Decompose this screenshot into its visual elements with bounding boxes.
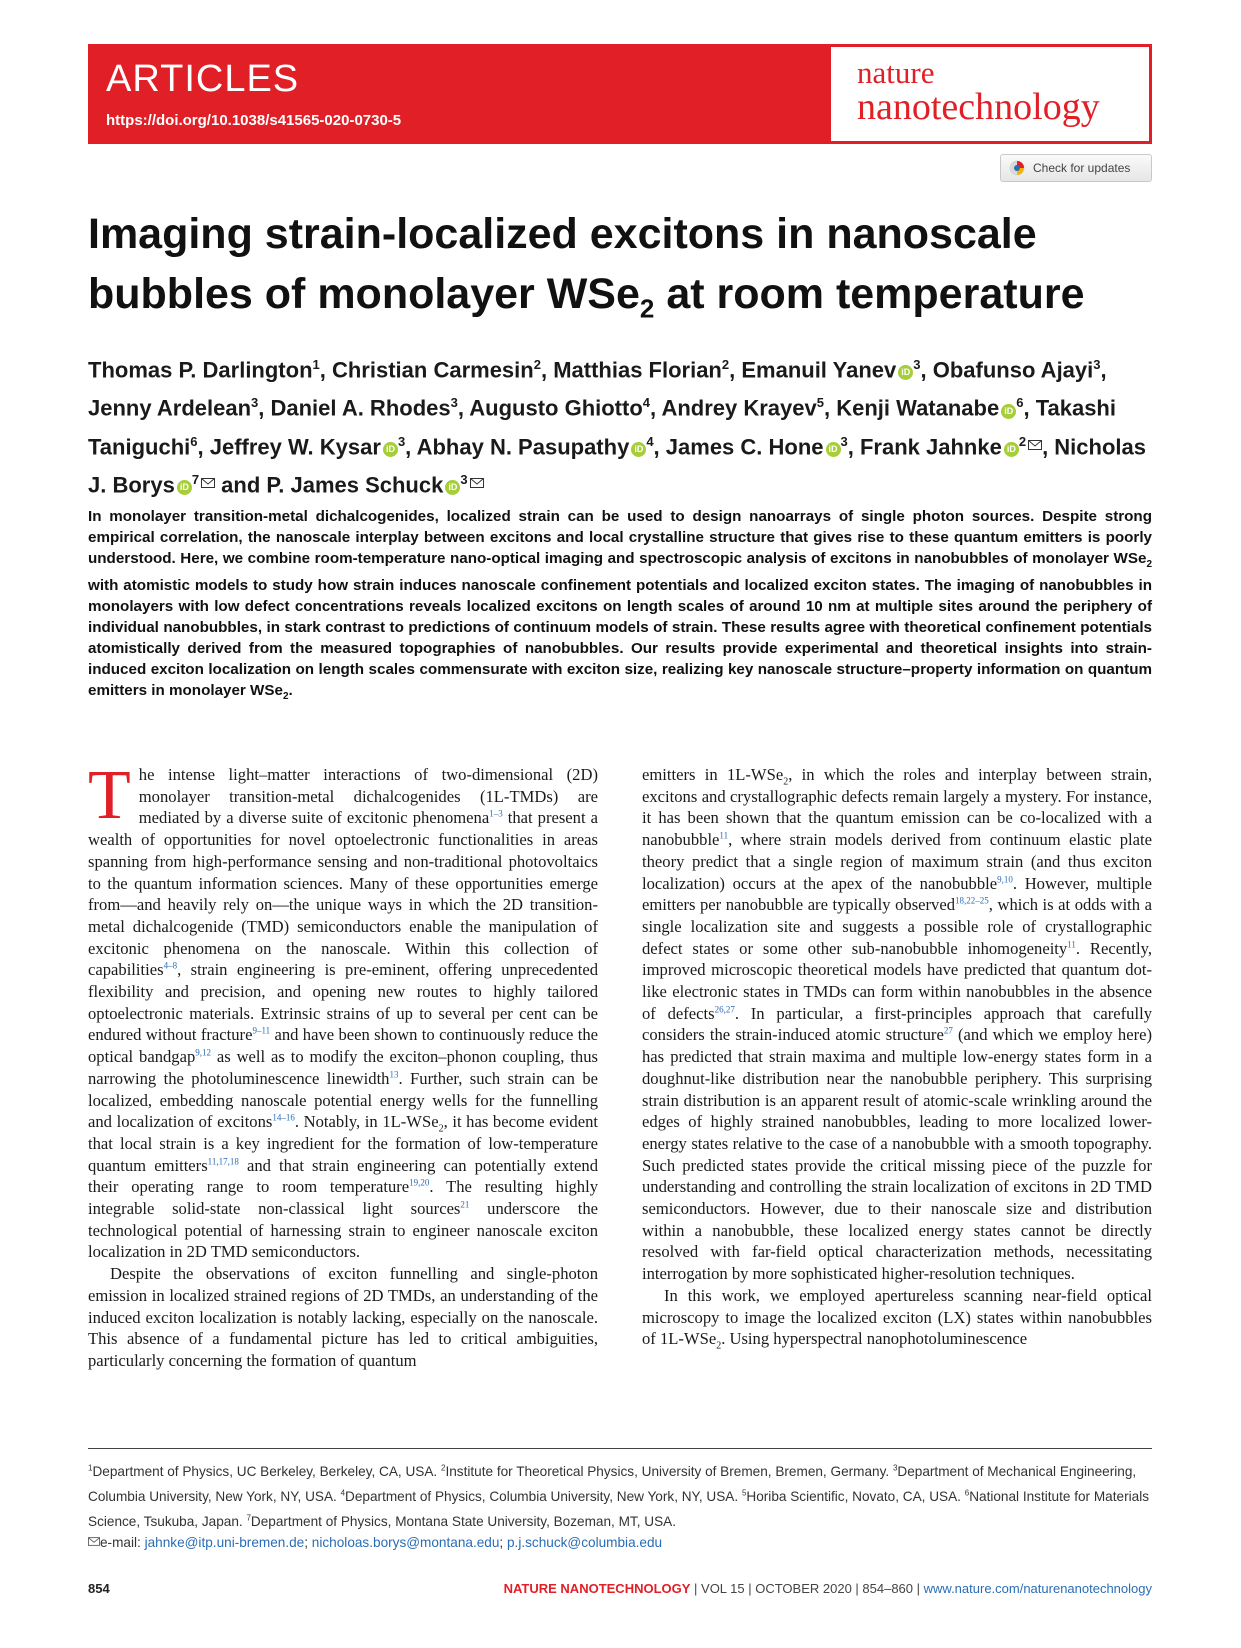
- citation-ref[interactable]: 11: [719, 830, 729, 841]
- author-name[interactable]: P. James Schuck: [266, 472, 444, 498]
- citation-ref[interactable]: 9–11: [252, 1025, 271, 1036]
- envelope-icon: [88, 1537, 100, 1546]
- journal-footer: [504, 1581, 1152, 1596]
- header-banner: [88, 44, 1152, 144]
- author-name[interactable]: Thomas P. Darlington: [88, 357, 313, 383]
- affiliation-ref: 3: [397, 433, 406, 449]
- affiliation-ref: 4: [646, 433, 654, 449]
- affiliation-ref: 2: [721, 357, 730, 372]
- journal-name-line2: nanotechnology: [857, 86, 1100, 128]
- section-label: ARTICLES: [106, 58, 300, 100]
- envelope-icon[interactable]: [201, 478, 215, 488]
- author-name[interactable]: Kenji Watanabe: [836, 395, 1000, 421]
- orcid-icon[interactable]: iD: [826, 442, 841, 457]
- citation-ref[interactable]: 18,22–25: [955, 895, 989, 906]
- check-updates-icon: [1009, 160, 1025, 176]
- affiliation-ref: 3: [450, 395, 458, 411]
- body-paragraph: Despite the observations of exciton funnelling and single-photon emission in localized strained regions of 2D TMDs, an understanding of the induced exciton localization is notably lacking, especially on the nanoscale. This absence of a fundamental picture has led to critical ambiguities, particularly concerning the formation of quantum: [88, 1264, 598, 1370]
- body-paragraph: emitters in 1L-WSe$_2$, in which the roles and interplay between strain, excitons and crystallographic defects remain largely a mystery. For instance, it has been shown that the quantum emission can be co-localized with a nanobubble$^{11}$, where strain models derived from continuum elastic plate theory predict that a single region of maximum strain (and thus exciton localization) occurs at the apex of the nanobubble$^{9,10}$. However, multiple emitters per nanobubble are typically observed$^{18,22-25}$, which is at odds with a single localization site and suggests a possible role of crystallographic defect states or some other sub-nanobubble inhomogeneity$^{11}$. Recently, improved microscopic theoretical models have predicted that quantum dot-like electronic states in TMDs can form within nanobubbles in the absence of defects$^{26,27}$. In particular, a first-principles approach that carefully considers the strain-induced atomic structure$^{27}$ (and which we employ here) has predicted that strain maxima and multiple low-energy states form in a doughnut-like distribution near the nanobubble periphery. This surprising strain distribution is an apparent result of atomic-scale wrinkling around the edges of highly strained nanobubbles, leading to more localized lower-energy states relative to the case of a nanobubble with a smooth topography. Such predicted states provide the critical missing piece of the puzzle for understanding and controlling the strain localization of excitons in 2D TMD semiconductors. However, due to their nanoscale size and distribution within a nanobubble, these localized energy states cannot be directly resolved with far-field optical characterization methods, necessitating interrogation by more sophisticated higher-resolution techniques.: [642, 765, 1152, 1284]
- envelope-icon[interactable]: [470, 478, 484, 488]
- author-list: Thomas P. Darlington$^1$, Christian Carmesin$^2$, Matthias Florian$^2$, Emanuil Yanev $iD^3$, Obafunso Ajayi$^3$, Jenny Ardelean$^3$, Daniel A. Rhodes$^3$, Augusto Ghiotto$^4$, Andrey Krayev$^5$, Kenji Watanabe $iD^6$, Takashi Taniguchi$^6$, Jeffrey W. Kysar $iD^3$, Abhay N. Pasupathy $iD^4$, James C. Hone $iD^3$, Frank Jahnke $iD^2$ , Nicholas J. Borys $iD^7$ and P. James Schuck $iD^3$: [88, 357, 1146, 498]
- footer-journal: NATURE NANOTECHNOLOGY: [503, 1581, 691, 1596]
- affiliation-ref: 3: [913, 357, 921, 372]
- citation-ref[interactable]: 9,10: [997, 873, 1013, 884]
- citation-ref[interactable]: 11,17,18: [207, 1156, 239, 1167]
- article-title: Imaging strain-localized excitons in nanoscale bubbles of monolayer WSe$_2$ at room temperature: [88, 210, 1085, 324]
- check-updates-label: Check for updates: [1033, 161, 1131, 175]
- author-name[interactable]: Jeffrey W. Kysar: [209, 433, 381, 459]
- affiliation-ref: 3: [460, 471, 468, 487]
- check-updates-button[interactable]: [1000, 154, 1152, 182]
- footer-issue: | VOL 15 | OCTOBER 2020 | 854–860 |: [690, 1581, 924, 1596]
- citation-ref[interactable]: 26,27: [714, 1004, 735, 1015]
- orcid-icon[interactable]: iD: [898, 365, 913, 380]
- author-name[interactable]: Abhay N. Pasupathy: [416, 433, 630, 459]
- email-link[interactable]: jahnke@itp.uni-bremen.de: [144, 1535, 305, 1551]
- body-column-left: [88, 757, 598, 1372]
- citation-ref[interactable]: 11: [1067, 939, 1076, 950]
- author-name[interactable]: Nicholas J. Borys: [88, 433, 1146, 498]
- author-name[interactable]: Daniel A. Rhodes: [270, 395, 451, 421]
- affiliation-ref: 2: [1018, 433, 1027, 449]
- envelope-icon[interactable]: [1028, 440, 1042, 450]
- citation-ref[interactable]: 4–8: [163, 960, 178, 971]
- author-name[interactable]: Frank Jahnke: [859, 433, 1002, 459]
- author-name[interactable]: Emanuil Yanev: [741, 357, 897, 383]
- footer-url[interactable]: www.nature.com/naturenanotechnology: [923, 1581, 1152, 1596]
- orcid-icon[interactable]: iD: [177, 480, 192, 495]
- email-link[interactable]: nicholoas.borys@montana.edu: [311, 1535, 500, 1551]
- affiliations: $^1$Department of Physics, UC Berkeley, Berkeley, CA, USA. $^2$Institute for Theoretical Physics, University of Bremen, Bremen, Germany. $^3$Department of Mechanical Engineering, Columbia University, New York, NY, USA. $^4$Department of Physics, Columbia University, New York, NY, USA. $^5$Horiba Scientific, Novato, CA, USA. $^6$National Institute for Materials Science, Tsukuba, Japan. $^7$Department of Physics, Montana State University, Bozeman, MT, USA. e-mail: jahnke@itp.uni-bremen.de; nicholoas.borys@montana.edu; p.j.schuck@columbia.edu: [88, 1463, 1150, 1551]
- citation-ref[interactable]: 14–16: [272, 1112, 295, 1123]
- page-number: 854: [88, 1581, 110, 1596]
- citation-ref[interactable]: 1–3: [489, 808, 503, 819]
- body-column-right: [642, 764, 1152, 1350]
- orcid-icon[interactable]: iD: [1004, 442, 1019, 457]
- orcid-icon[interactable]: iD: [1001, 404, 1016, 419]
- drop-cap: T: [88, 757, 131, 834]
- author-name[interactable]: Takashi Taniguchi: [88, 395, 1116, 459]
- author-name[interactable]: Christian Carmesin: [331, 357, 534, 383]
- affiliation-ref: 3: [1093, 357, 1101, 372]
- journal-logo: [831, 47, 1149, 141]
- footnote-divider: [88, 1448, 1152, 1449]
- abstract: In monolayer transition-metal dichalcogenides, localized strain can be used to design nanoarrays of single photon sources. Despite strong empirical correlation, the nanoscale interplay between excitons and local crystalline structure that gives rise to these quantum emitters is poorly understood. Here, we combine room-temperature nano-optical imaging and spectroscopic analysis of excitons in nanobubbles of monolayer WSe$_2$ with atomistic models to study how strain induces nanoscale confinement potentials and localized exciton states. The imaging of nanobubbles in monolayers with low defect concentrations reveals localized excitons on length scales of around 10 nm at multiple sites around the periphery of individual nanobubbles, in stark contrast to predictions of continuum models of strain. These results agree with theoretical confinement potentials atomistically derived from the measured topographies of nanobubbles. Our results provide experimental and theoretical insights into strain-induced exciton localization on length scales commensurate with exciton size, realizing key nanoscale structure–property information on quantum emitters in monolayer WSe$_2$.: [88, 508, 1152, 703]
- doi-link[interactable]: https://doi.org/10.1038/s41565-020-0730-5: [106, 112, 402, 129]
- citation-ref[interactable]: 27: [943, 1025, 953, 1036]
- affiliation-ref: 3: [251, 395, 259, 411]
- affiliation-ref: 5: [816, 395, 824, 411]
- body-paragraph: In this work, we employed apertureless scanning near-field optical microscopy to image the localized exciton (LX) states within nanobubbles of 1L-WSe$_2$. Using hyperspectral nanophotoluminescence: [642, 1285, 1152, 1352]
- affiliation-ref: 7: [191, 471, 200, 487]
- citation-ref[interactable]: 13: [389, 1069, 399, 1080]
- orcid-icon[interactable]: iD: [383, 442, 398, 457]
- orcid-icon[interactable]: iD: [445, 480, 460, 495]
- author-name[interactable]: Andrey Krayev: [661, 395, 817, 421]
- affiliation-ref: 6: [190, 433, 198, 449]
- author-name[interactable]: Jenny Ardelean: [88, 395, 252, 421]
- affiliation-ref: 1: [312, 357, 320, 372]
- affiliation-ref: 6: [1016, 395, 1024, 411]
- affiliation-ref: 3: [840, 433, 848, 449]
- affiliation-ref: 4: [642, 395, 651, 411]
- journal-name-line1: nature: [857, 55, 935, 90]
- email-link[interactable]: p.j.schuck@columbia.edu: [506, 1535, 663, 1551]
- author-name[interactable]: Augusto Ghiotto: [469, 395, 643, 421]
- author-name[interactable]: Matthias Florian: [553, 357, 722, 383]
- email-label: e-mail:: [100, 1535, 145, 1551]
- author-name[interactable]: Obafunso Ajayi: [932, 357, 1094, 383]
- citation-ref[interactable]: 19,20: [409, 1177, 430, 1188]
- affiliation-ref: 2: [533, 357, 541, 372]
- author-name[interactable]: James C. Hone: [665, 433, 824, 459]
- citation-ref[interactable]: 9,12: [195, 1047, 211, 1058]
- body-paragraph: The intense light–matter interactions of two-dimensional (2D) monolayer transition-metal dichalcogenides (1L-TMDs) are mediated by a diverse suite of excitonic phenomena$^{1-3}$ that present a wealth of opportunities for novel optoelectronic functionalities in areas spanning from high-performance sensing and non-traditional photovoltaics to the quantum information sciences. Many of these opportunities emerge from—and heavily rely on—the unique ways in which the 2D transition-metal dichalcogenide (TMD) semiconductors enable the manipulation of excitonic phenomena on the nanoscale. Within this collection of capabilities$^{4-8}$, strain engineering is pre-eminent, offering unprecedented flexibility and precision, and opening new routes to highly tailored optoelectronic materials. Extrinsic strains of up to several per cent can be endured without fracture$^{9-11}$ and have been shown to continuously reduce the optical bandgap$^{9,12}$ as well as to modify the exciton–phonon coupling, thus narrowing the photoluminescence linewidth$^{13}$. Further, such strain can be localized, embedding nanoscale potential energy wells for the funnelling and localization of excitons$^{14-16}$. Notably, in 1L-WSe$_2$, it has become evident that local strain is a key ingredient for the formation of low-temperature quantum emitters$^{11,17,18}$ and that strain engineering can potentially extend their operating range to room temperature$^{19,20}$. The resulting highly integrable solid-state non-classical light sources$^{21}$ underscore the technological potential of harnessing strain to engineer nanoscale exciton localization in 2D TMD semiconductors.: [88, 757, 598, 1262]
- orcid-icon[interactable]: iD: [631, 442, 646, 457]
- citation-ref[interactable]: 21: [460, 1199, 470, 1210]
